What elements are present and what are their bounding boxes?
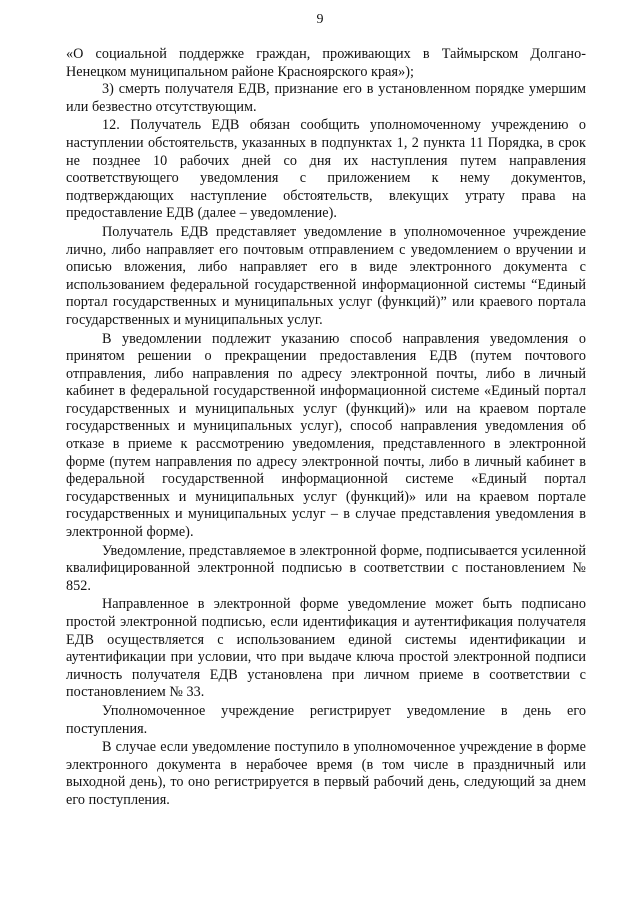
document-body — [66, 46, 586, 810]
paragraph-submission-methods: Получатель ЕДВ представляет уведомление в уполномоченное учреждение лично, либо направляет его почтовым отправлением с уведомлением о вручении и описью вложения, либо направляет его в виде электронного документа с использованием федеральной государственной информационной системы “Единый портал государственных и муниципальных услуг (функций)” или краевого портала государственных и муниципальных услуг. — [66, 223, 586, 328]
paragraph-non-working-time: В случае если уведомление поступило в уполномоченное учреждение в форме электронного документа в нерабочее время (в том числе в праздничный или выходной день), то оно регистрируется в первый рабочий день, следующий за днем его поступления. — [66, 739, 586, 808]
page-number: 9 — [316, 12, 324, 27]
paragraph-registration-day: Уполномоченное учреждение регистрирует уведомление в день его поступления. — [66, 702, 586, 737]
paragraph-law-title-continuation: «О социальной поддержке граждан, проживающих в Таймырском Долгано-Ненецком муниципальном районе Красноярского края»); — [66, 46, 586, 80]
paragraph-qualified-signature: Уведомление, представляемое в электронной форме, подписывается усиленной квалифицированной электронной подписью в соответствии с постановлением № 852. — [66, 542, 586, 594]
paragraph-notification-method: В уведомлении подлежит указанию способ направления уведомления о принятом решении о прекращении предоставления ЕДВ (путем почтового отправления, либо направления по адресу электронной почты, либо в личный кабинет в федеральной государственной информационной системе «Единый портал государственных и муниципальных услуг (функций)» или на краевом портале государственных и муниципальных услуг), способ направления уведомления об отказе в приеме к рассмотрению уведомления, представленного в электронной форме (путем направления по адресу электронной почты, либо в личный кабинет в федеральной государственной информационной системе «Единый портал государственных и муниципальных услуг (функций)» или на краевом портале государственных и муниципальных услуг – в случае представления уведомления в электронной форме). — [66, 330, 586, 541]
paragraph-subitem-3: 3) смерть получателя ЕДВ, признание его в установленном порядке умершим или безвестно отсутствующим. — [66, 81, 586, 115]
paragraph-item-12: 12. Получатель ЕДВ обязан сообщить уполномоченному учреждению о наступлении обстоятельств, указанных в подпунктах 1, 2 пункта 11 Порядка, в срок не позднее 10 рабочих дней со дня их наступления путем направления соответствующего уведомления с приложением к нему документов, подтверждающих наступление обстоятельств, влекущих утрату права на предоставление ЕДВ (далее – уведомление). — [66, 117, 586, 222]
paragraph-simple-signature: Направленное в электронной форме уведомление может быть подписано простой электронной подписью, если идентификация и аутентификация получателя ЕДВ осуществляется с использованием единой системы идентификации и аутентификации при условии, что при выдаче ключа простой электронной подписи личность получателя ЕДВ установлена при личном приеме в соответствии с постановлением № 33. — [66, 596, 586, 701]
